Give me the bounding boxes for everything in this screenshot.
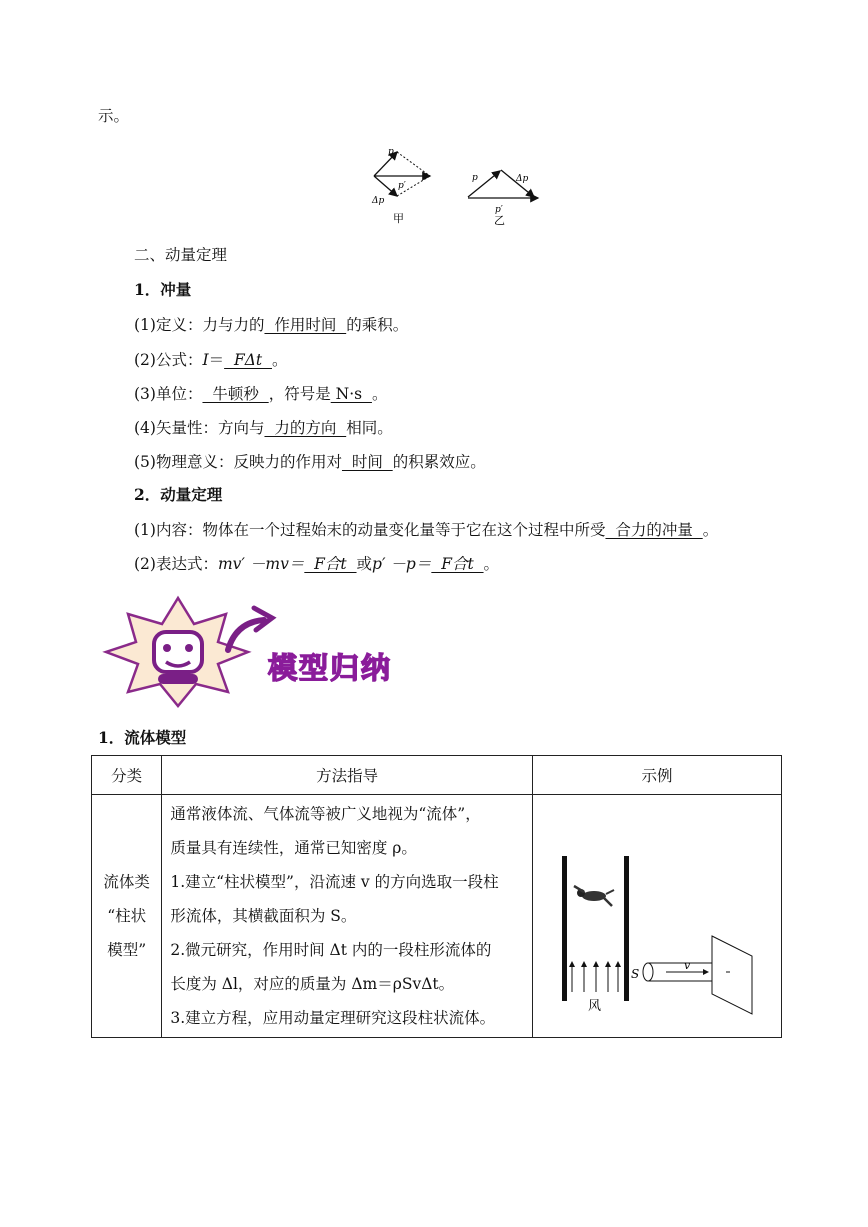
answer-blank: 力的方向 bbox=[264, 419, 347, 437]
answer-blank: 时间 bbox=[341, 453, 393, 471]
answer-blank-symbol: N·s bbox=[330, 385, 372, 403]
fluid-example-figure bbox=[534, 826, 780, 1014]
theorem-title: 2．动量定理 bbox=[134, 485, 223, 504]
text: 1．流体模型 bbox=[98, 728, 187, 747]
answer-blank: 合力的冲量 bbox=[605, 521, 703, 539]
label-pprime: p′ bbox=[398, 181, 406, 191]
category-cell bbox=[92, 795, 162, 1038]
top-text: 示。 bbox=[98, 107, 130, 125]
text: 。 bbox=[702, 521, 719, 539]
example-cell bbox=[533, 795, 782, 1038]
category-line: 模型” bbox=[107, 941, 147, 959]
plate bbox=[712, 936, 752, 1014]
wind-label: 风 bbox=[588, 999, 602, 1014]
method-line: 质量具有连续性，通常已知密度 ρ。 bbox=[170, 839, 417, 857]
text: 的积累效应。 bbox=[392, 453, 486, 471]
caption-jia: 甲 bbox=[393, 212, 404, 225]
area-label: S bbox=[631, 967, 640, 981]
theorem-content bbox=[134, 520, 718, 540]
method-cell bbox=[162, 795, 533, 1038]
model-banner bbox=[96, 590, 416, 710]
text: ，符号是 bbox=[268, 385, 331, 403]
method-line: 3.建立方程，应用动量定理研究这段柱状流体。 bbox=[170, 1009, 496, 1027]
tunnel-wall-right bbox=[624, 856, 629, 1001]
header-example: 示例 bbox=[533, 756, 782, 795]
fluid-model-table bbox=[91, 755, 782, 1038]
section-heading: 二、动量定理 bbox=[134, 246, 228, 264]
text: 的乘积。 bbox=[346, 316, 409, 334]
label-dp: Δp bbox=[372, 196, 385, 206]
thinking-face-icon bbox=[154, 632, 202, 684]
method-line: 长度为 Δl，对应的质量为 Δm＝ρSvΔt。 bbox=[170, 975, 455, 993]
text: (1)定义：力与力的 bbox=[134, 316, 265, 334]
dashed-line-upper bbox=[397, 152, 430, 176]
skydiver-icon bbox=[574, 886, 614, 906]
method-line: 2.微元研究，作用时间 Δt 内的一段柱形流体的 bbox=[170, 941, 492, 959]
header-category: 分类 bbox=[92, 756, 162, 795]
text: (3)单位： bbox=[134, 385, 203, 403]
text: (1)内容：物体在一个过程始末的动量变化量等于它在这个过程中所受 bbox=[134, 521, 606, 539]
impulse-meaning bbox=[134, 452, 486, 472]
text: (2)公式： bbox=[134, 351, 203, 369]
answer-blank: 作用时间 bbox=[264, 316, 347, 334]
label-p: p bbox=[472, 173, 478, 183]
cylinder-front bbox=[643, 963, 653, 981]
text: (2)表达式： bbox=[134, 555, 218, 573]
caption-yi: 乙 bbox=[494, 214, 505, 227]
answer-blank: F合t bbox=[431, 555, 484, 573]
category-line: 流体类 bbox=[103, 873, 150, 891]
tunnel-wall-left bbox=[562, 856, 567, 1001]
label-dp: Δp bbox=[516, 174, 529, 184]
diagram-jia bbox=[371, 147, 430, 225]
theorem-expression bbox=[134, 554, 499, 574]
answer-blank: FΔt bbox=[224, 351, 272, 369]
impulse-definition bbox=[134, 315, 408, 335]
text: ＝ bbox=[208, 351, 225, 369]
table-header-row bbox=[92, 756, 782, 795]
method-line: 通常液体流、气体流等被广义地视为“流体”， bbox=[170, 805, 481, 823]
text: (5)物理意义：反映力的作用对 bbox=[134, 453, 342, 471]
formula-p: p′ －p＝ bbox=[372, 555, 432, 573]
vector-dp-arrow bbox=[374, 176, 397, 196]
text: 。 bbox=[483, 555, 500, 573]
header-method: 方法指导 bbox=[162, 756, 533, 795]
answer-blank: F合t bbox=[304, 555, 357, 573]
method-line: 形流体，其横截面积为 S。 bbox=[170, 907, 357, 925]
table-row bbox=[92, 795, 782, 1038]
impulse-unit bbox=[134, 384, 387, 404]
impulse-vector bbox=[134, 418, 393, 438]
symbol-I: I bbox=[202, 351, 209, 369]
text: 。 bbox=[272, 351, 288, 369]
text: 或 bbox=[356, 555, 373, 573]
answer-blank: 牛顿秒 bbox=[202, 385, 269, 403]
model-section-title bbox=[98, 728, 186, 748]
arrow-swoosh-icon bbox=[228, 620, 264, 650]
banner-title: 模型归纳 bbox=[268, 651, 393, 685]
velocity-label: v bbox=[684, 959, 691, 972]
vector-diagrams bbox=[360, 142, 550, 230]
method-line: 1.建立“柱状模型”，沿流速 v 的方向选取一段柱 bbox=[170, 873, 499, 891]
diagram-yi bbox=[468, 170, 538, 227]
label-pprime: p′ bbox=[495, 205, 503, 215]
formula-mv: mv′ －mv＝ bbox=[217, 555, 305, 573]
category-line: “柱状 bbox=[107, 907, 147, 925]
impulse-title: 1．冲量 bbox=[134, 280, 192, 299]
text: 相同。 bbox=[346, 419, 393, 437]
text: 。 bbox=[371, 385, 388, 403]
impulse-formula bbox=[134, 350, 288, 370]
text: (4)矢量性：方向与 bbox=[134, 419, 265, 437]
label-p: p bbox=[388, 147, 394, 157]
